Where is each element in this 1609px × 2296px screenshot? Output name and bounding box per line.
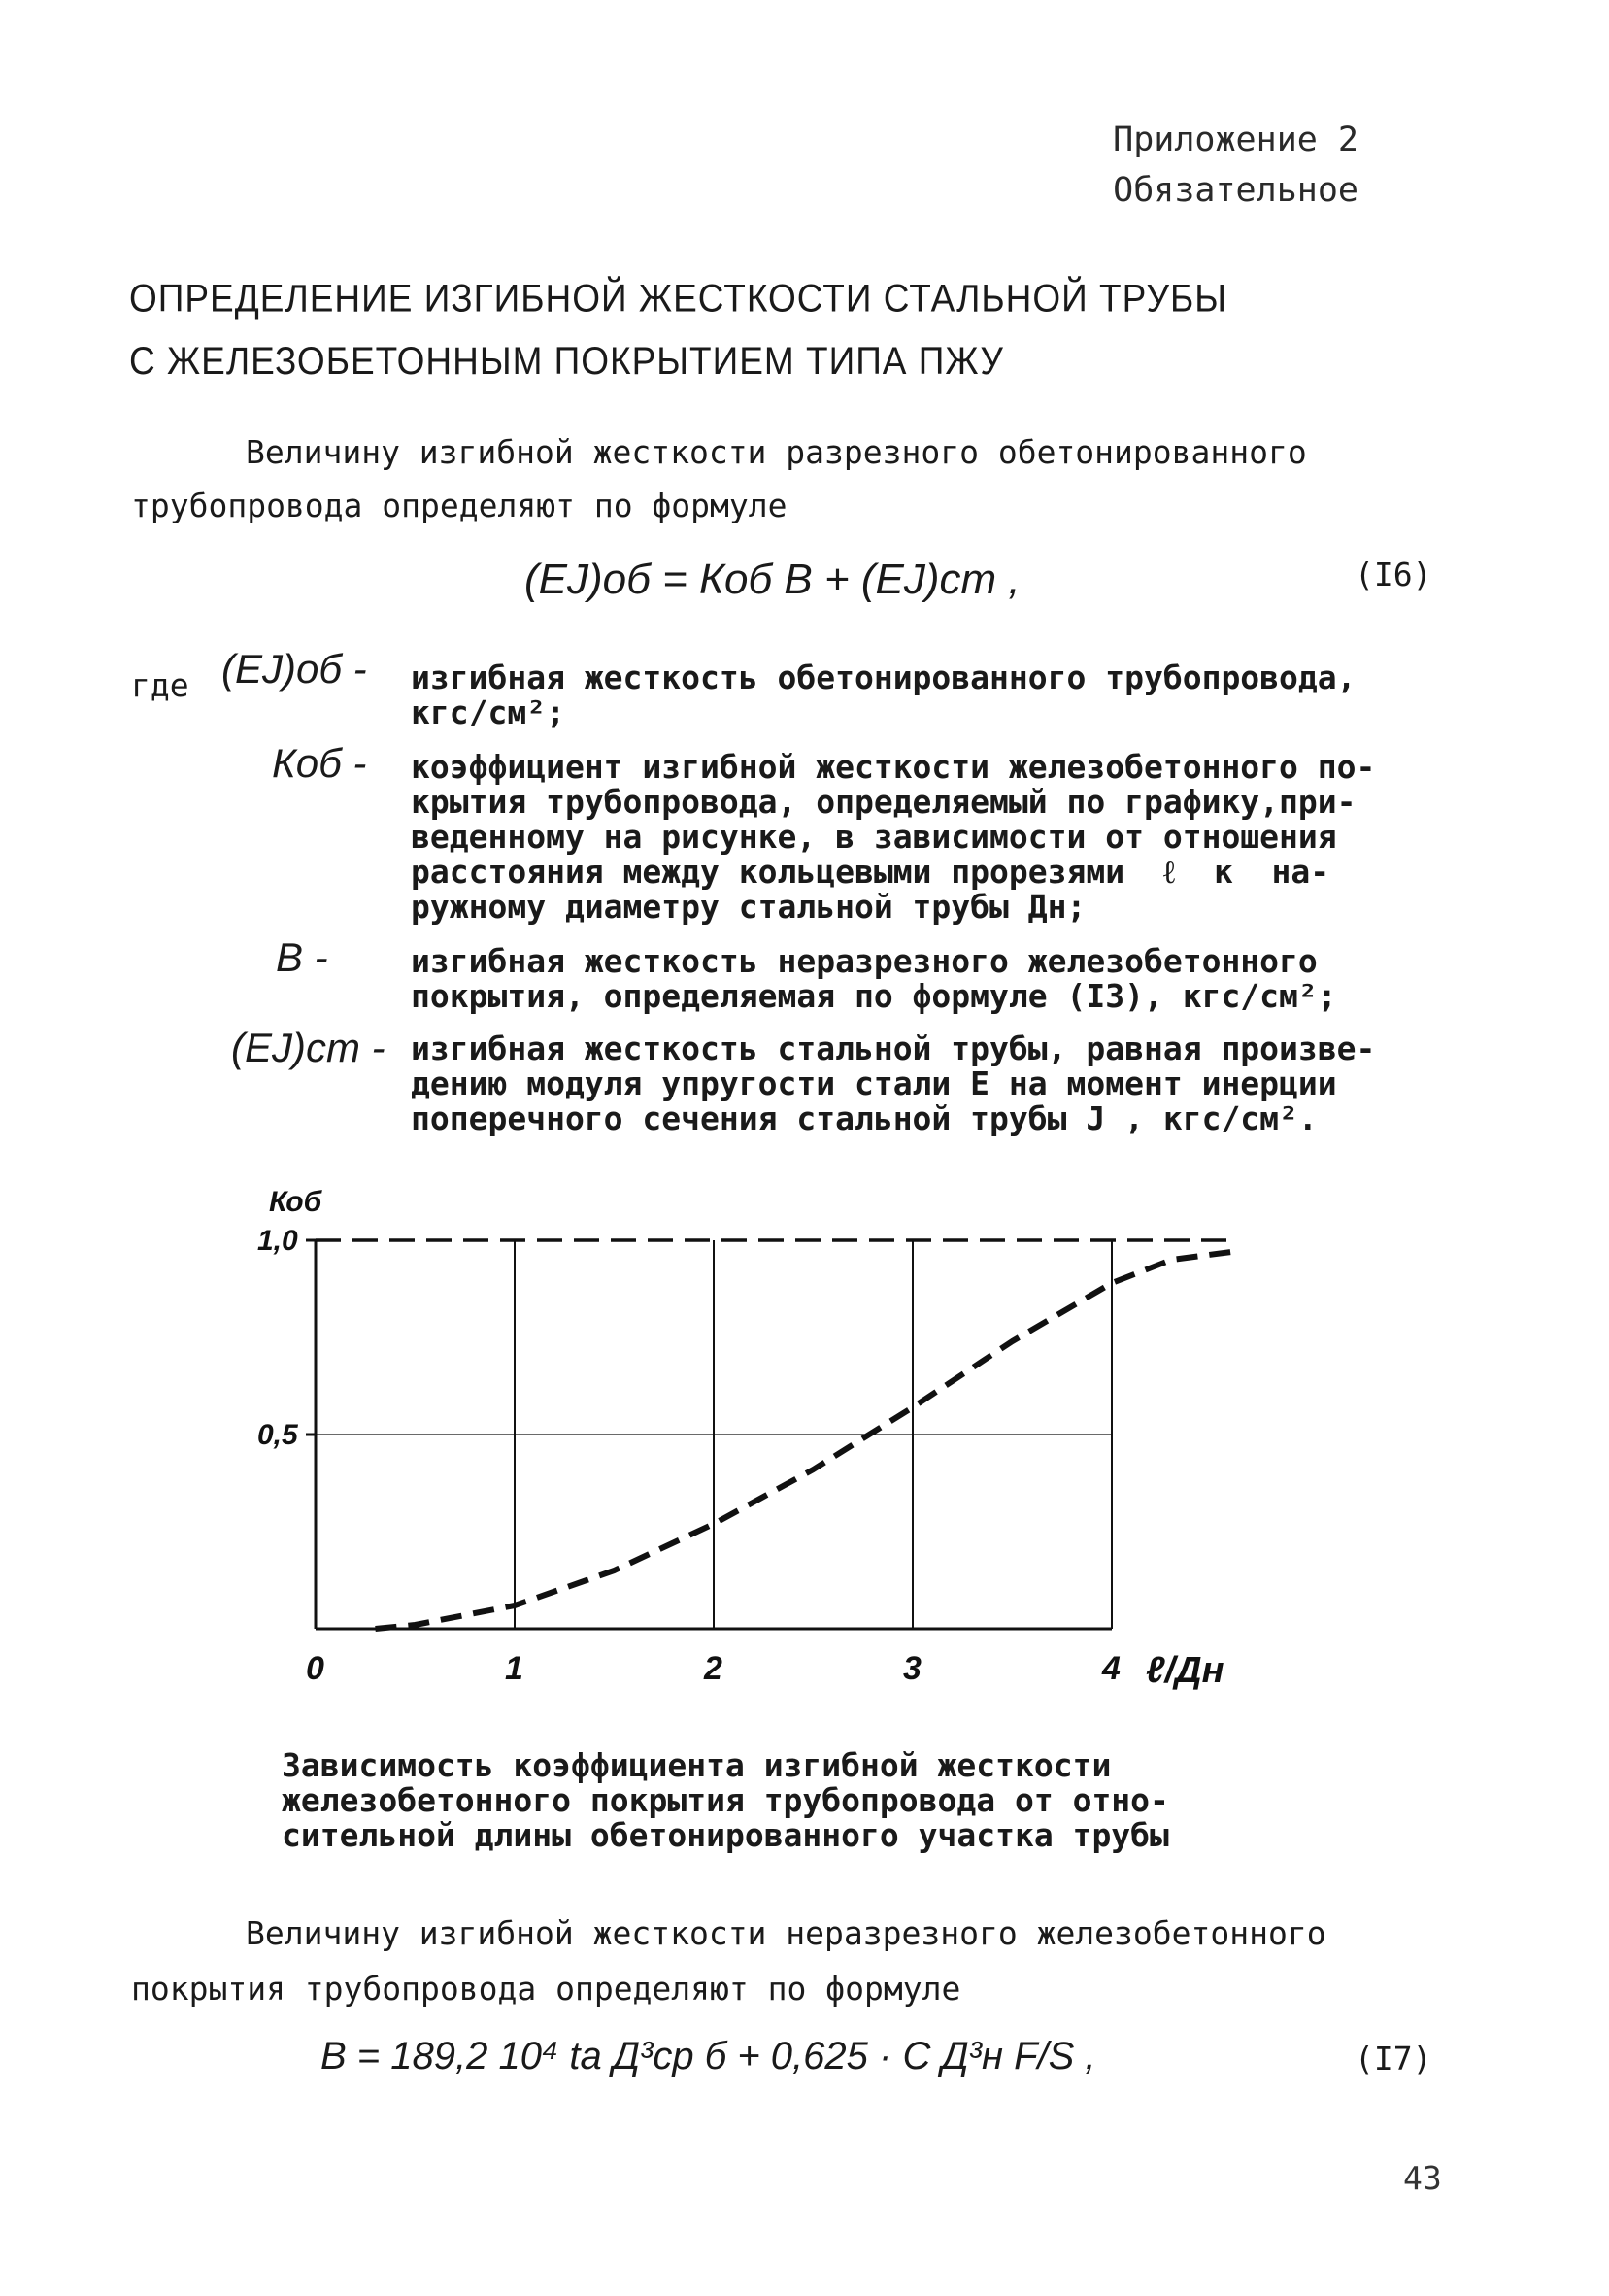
section-title-line1: ОПРЕДЕЛЕНИЕ ИЗГИБНОЙ ЖЕСТКОСТИ СТАЛЬНОЙ ТРУБЫ [129,276,1228,320]
definition-text-ej-ob: изгибная жесткость обетонированного трубопровода, кгс/см²; [411,658,1357,731]
formula-17: B = 189,2 10⁴ tа Д³ср б + 0,625 · С Д³н F/S , [320,2035,1096,2077]
x-axis-label: ℓ/Дн [1146,1650,1224,1691]
paragraph-2-line1: Величину изгибной жесткости неразрезного железобетонного [246,1914,1326,1952]
paragraph-1-line1: Величину изгибной жесткости разрезного обетонированного [246,433,1307,471]
definition-symbol-k-ob: Коб - [272,740,367,786]
formula-16: (EJ)об = Коб В + (EJ)ст , [524,556,1021,603]
definition-symbol-ej-ob: (EJ)об - [221,646,367,692]
y-tick-label: 1,0 [257,1225,298,1257]
x-tick-label: 3 [903,1650,922,1687]
definition-text-k-ob: коэффициент изгибной жесткости железобетонного по- крытия трубопровода, определяемый по графику,при- веденному на рисунке, в зависимости от отношения расстояния между кольцевыми прорезями ℓ к на- ружному диаметру стальной трубы Дн; [411,748,1376,926]
page-number: 43 [1403,2159,1442,2197]
x-tick-label: 2 [704,1650,722,1687]
figure-caption: Зависимость коэффициента изгибной жесткости железобетонного покрытия трубопровода от отно- сительной длины обетонированного участка трубы [282,1746,1169,1854]
x-tick-label: 4 [1102,1650,1121,1687]
appendix-number: Приложение 2 [1113,120,1358,159]
x-tick-label: 0 [306,1650,324,1687]
k-ob-chart [257,1156,1282,1719]
k-ob-curve [376,1252,1232,1629]
paragraph-2-line2: покрытия трубопровода определяют по формуле [131,1970,961,2008]
x-tick-label: 1 [505,1650,523,1687]
section-title [129,267,1227,393]
appendix-status: Обязательное [1113,171,1358,210]
y-tick-label: 0,5 [257,1419,298,1451]
definition-text-ej-st: изгибная жесткость стальной трубы, равная произве- дению модуля упругости стали Е на момент инерции поперечного сечения стальной трубы J , кгс/см². [411,1030,1376,1137]
formula-17-number: (I7) [1355,2040,1432,2077]
section-title-line2: С ЖЕЛЕЗОБЕТОННЫМ ПОКРЫТИЕМ ТИПА ПЖУ [129,339,1004,383]
appendix-label [1113,115,1358,216]
definition-text-b: изгибная жесткость неразрезного железобетонного покрытия, определяемая по формуле (I3), кгс/см²; [411,942,1337,1015]
paragraph-1-line2: трубопровода определяют по формуле [131,487,788,524]
definition-symbol-b: В - [276,934,328,980]
chart-labels [257,1186,1224,1691]
where-label: где [131,666,189,704]
chart-grid [306,1240,1112,1629]
formula-16-number: (I6) [1355,556,1432,593]
y-axis-label: Коб [269,1186,322,1218]
definition-symbol-ej-st: (EJ)ст - [231,1025,385,1070]
